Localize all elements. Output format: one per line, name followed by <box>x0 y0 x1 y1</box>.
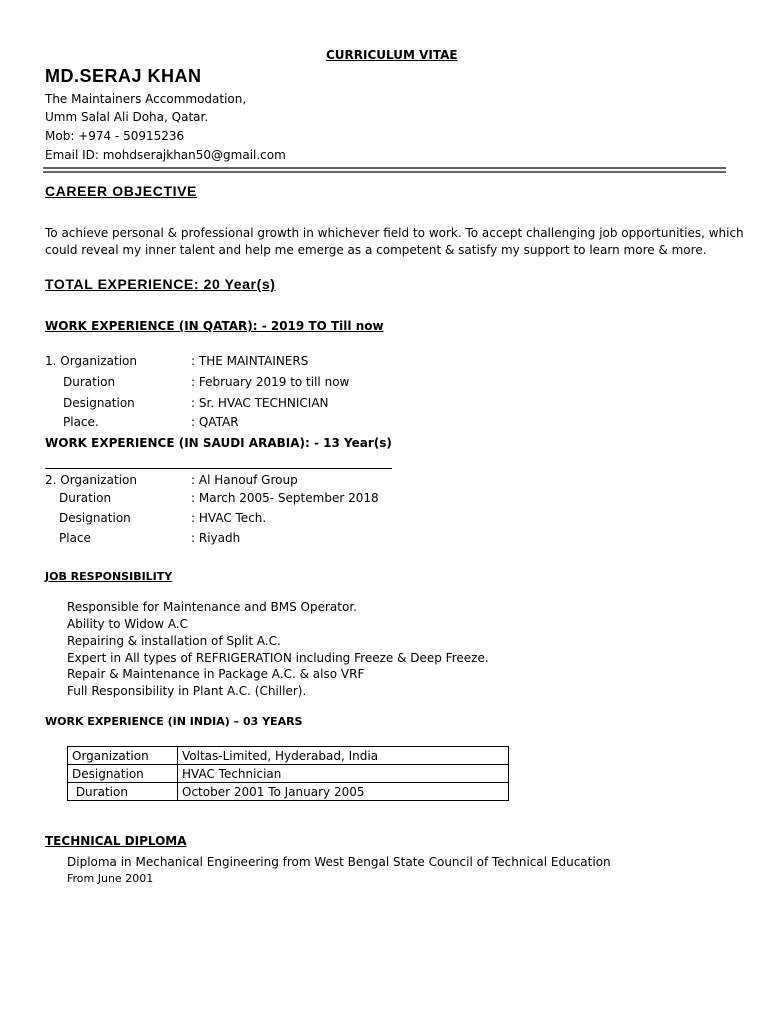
career-objective-line-1: To achieve personal & professional growth in whichever field to work. To accept challenging job opportunities, which <box>45 226 744 240</box>
header-divider-bottom <box>43 171 726 173</box>
job-responsibility-item: Ability to Widow A.C <box>67 617 189 631</box>
qatar-place-label: Place. <box>63 415 99 429</box>
table-cell-label: Organization <box>68 747 178 765</box>
qatar-organization-value: : THE MAINTAINERS <box>191 354 309 368</box>
job-responsibility-item: Full Responsibility in Plant A.C. (Chiller). <box>67 684 307 698</box>
table-row <box>68 747 509 765</box>
qatar-experience-heading: WORK EXPERIENCE (IN QATAR): - 2019 TO Till now <box>45 319 384 333</box>
document-title: CURRICULUM VITAE <box>326 48 458 62</box>
qatar-duration-label: Duration <box>63 375 116 389</box>
job-responsibility-item: Expert in All types of REFRIGERATION including Freeze & Deep Freeze. <box>67 651 489 665</box>
address-line-1: The Maintainers Accommodation, <box>45 92 247 106</box>
table-cell-value: Voltas-Limited, Hyderabad, India <box>178 747 509 765</box>
total-experience-heading: TOTAL EXPERIENCE: 20 Year(s) <box>45 276 276 292</box>
table-cell-label: Duration <box>68 783 178 801</box>
table-row <box>68 783 509 801</box>
india-experience-table <box>67 746 509 801</box>
mobile-number: Mob: +974 - 50915236 <box>45 129 185 143</box>
career-objective-line-2: could reveal my inner talent and help me emerge as a competent & satisfy my support to learn more & more. <box>45 243 707 257</box>
saudi-experience-heading: WORK EXPERIENCE (IN SAUDI ARABIA): - 13 Year(s) <box>45 436 392 450</box>
qatar-duration-value: : February 2019 to till now <box>191 375 350 389</box>
career-objective-heading: CAREER OBJECTIVE <box>45 183 197 199</box>
saudi-organization-value: : Al Hanouf Group <box>191 473 298 487</box>
job-responsibility-item: Repair & Maintenance in Package A.C. & also VRF <box>67 667 365 681</box>
india-experience-heading: WORK EXPERIENCE (IN INDIA) – 03 YEARS <box>45 715 303 728</box>
technical-diploma-heading: TECHNICAL DIPLOMA <box>45 834 187 848</box>
diploma-start-date: From June 2001 <box>67 872 154 885</box>
saudi-duration-value: : March 2005- September 2018 <box>191 491 379 505</box>
table-cell-label: Designation <box>68 765 178 783</box>
qatar-designation-value: : Sr. HVAC TECHNICIAN <box>191 396 329 410</box>
address-line-2: Umm Salal Ali Doha, Qatar. <box>45 110 209 124</box>
table-cell-value: HVAC Technician <box>178 765 509 783</box>
table-cell-value: October 2001 To January 2005 <box>178 783 509 801</box>
saudi-duration-label: Duration <box>59 491 112 505</box>
table-row <box>68 765 509 783</box>
saudi-place-label: Place <box>59 531 91 545</box>
header-divider-top <box>43 167 726 169</box>
candidate-name: MD.SERAJ KHAN <box>45 66 202 86</box>
job-responsibility-heading: JOB RESPONSIBILITY <box>45 570 173 583</box>
job-responsibility-item: Repairing & installation of Split A.C. <box>67 634 281 648</box>
saudi-heading-underline <box>45 468 392 469</box>
saudi-designation-label: Designation <box>59 511 131 525</box>
qatar-place-value: : QATAR <box>191 415 239 429</box>
saudi-organization-label: 2. Organization <box>45 473 137 487</box>
qatar-organization-label: 1. Organization <box>45 354 137 368</box>
job-responsibility-item: Responsible for Maintenance and BMS Operator. <box>67 600 357 614</box>
email-address: Email ID: mohdserajkhan50@gmail.com <box>45 148 286 162</box>
qatar-designation-label: Designation <box>63 396 135 410</box>
saudi-place-value: : Riyadh <box>191 531 241 545</box>
diploma-description: Diploma in Mechanical Engineering from West Bengal State Council of Technical Education <box>67 855 611 869</box>
saudi-designation-value: : HVAC Tech. <box>191 511 267 525</box>
